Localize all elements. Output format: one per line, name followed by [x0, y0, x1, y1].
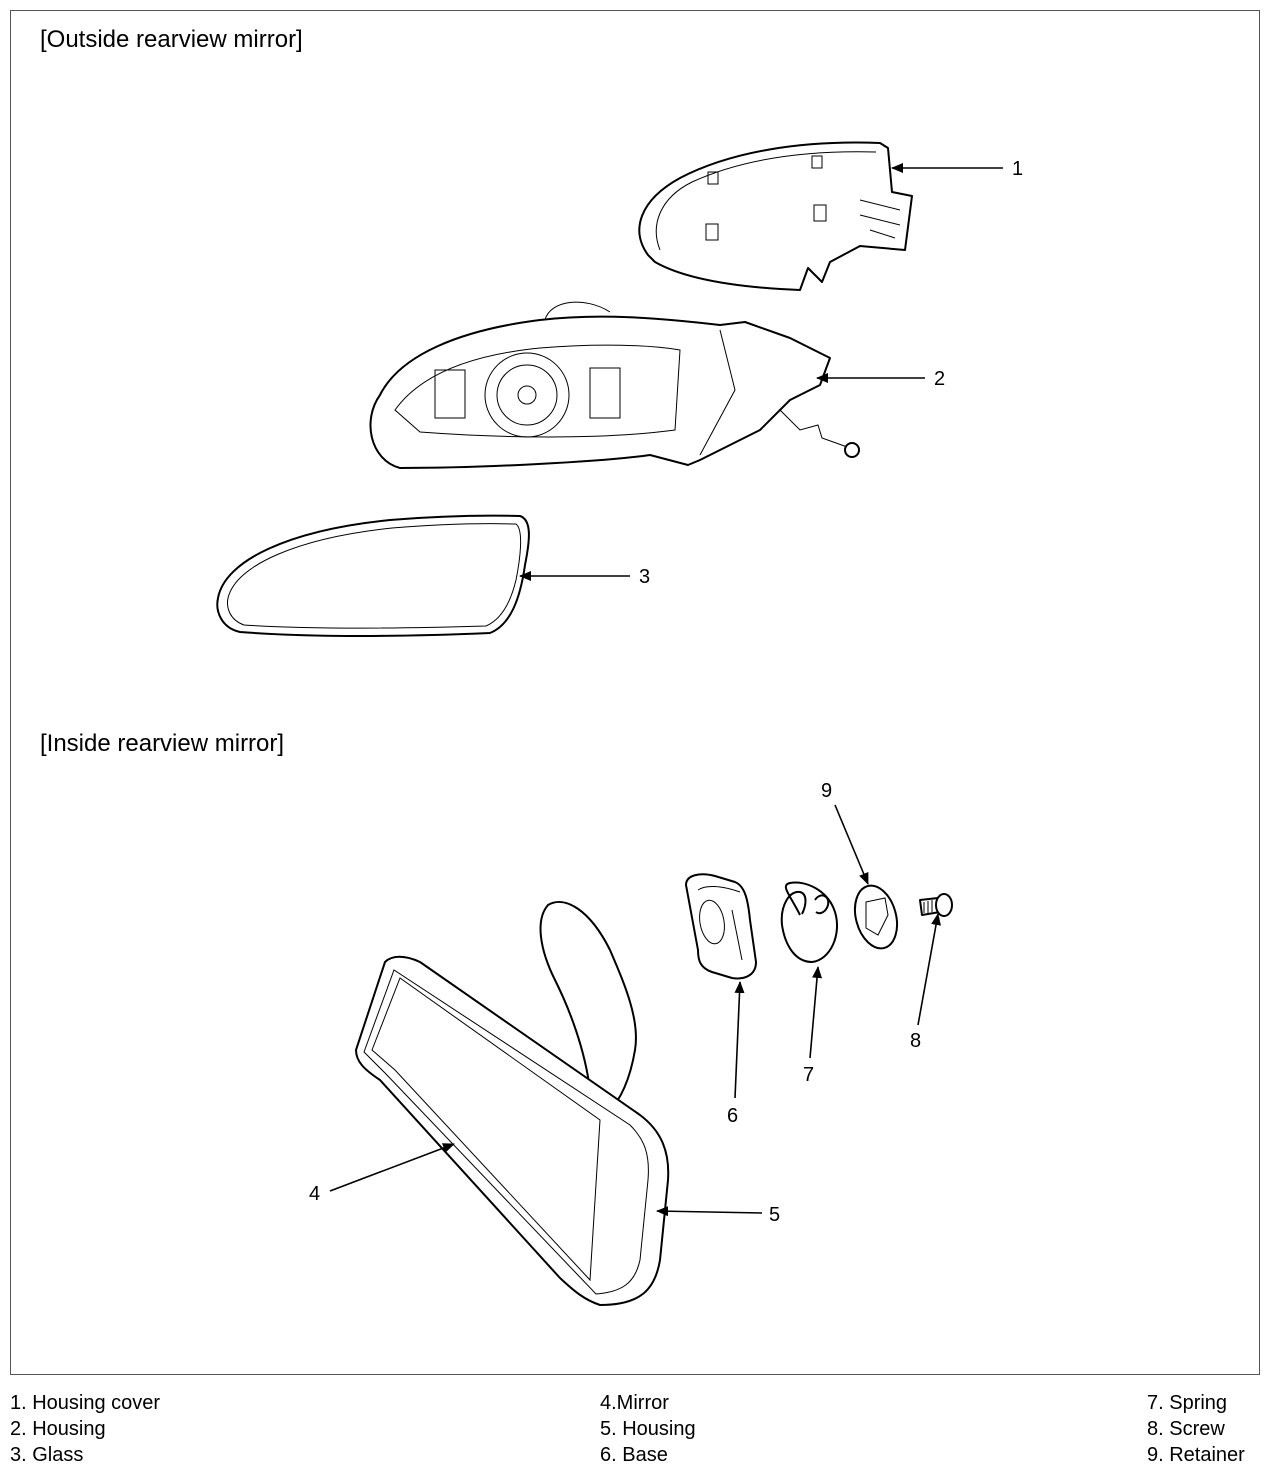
legend-column-3 [1147, 1390, 1245, 1468]
inside-mirror-title: [Inside rearview mirror] [40, 730, 285, 757]
housing-cover-part [639, 143, 912, 290]
legend-item: 4.Mirror [600, 1392, 669, 1414]
legend-item: 5. Housing [600, 1418, 696, 1440]
callout-1: 1 [1012, 158, 1024, 180]
callout-5: 5 [769, 1204, 781, 1226]
legend-item: 1. Housing cover [10, 1392, 161, 1414]
leader-line-7 [810, 967, 818, 1058]
leader-line-5 [657, 1211, 762, 1213]
callout-8: 8 [910, 1030, 922, 1052]
legend-item: 3. Glass [10, 1444, 84, 1466]
legend-item: 2. Housing [10, 1418, 106, 1440]
screw-part [920, 894, 952, 916]
callout-2: 2 [934, 368, 946, 390]
outside-mirror-title: [Outside rearview mirror] [40, 26, 303, 53]
callout-7: 7 [803, 1064, 815, 1086]
legend-column-1 [10, 1390, 160, 1468]
housing-part [370, 302, 859, 468]
leader-line-8 [918, 914, 938, 1025]
inside-mirror-part [356, 902, 668, 1305]
base-part [686, 874, 756, 978]
legend-item: 9. Retainer [1147, 1444, 1245, 1466]
legend-item: 6. Base [600, 1444, 668, 1466]
callout-3: 3 [639, 566, 651, 588]
leader-line-4 [330, 1144, 454, 1191]
legend-column-2 [600, 1390, 696, 1468]
callout-4: 4 [309, 1183, 321, 1205]
legend-item: 7. Spring [1147, 1392, 1228, 1414]
legend-item: 8. Screw [1147, 1418, 1225, 1440]
retainer-part [848, 881, 903, 953]
callout-9: 9 [821, 780, 833, 802]
callout-6: 6 [727, 1105, 739, 1127]
spring-part [782, 882, 837, 962]
leader-line-6 [735, 982, 740, 1098]
leader-line-9 [835, 805, 868, 884]
glass-part [217, 516, 529, 636]
